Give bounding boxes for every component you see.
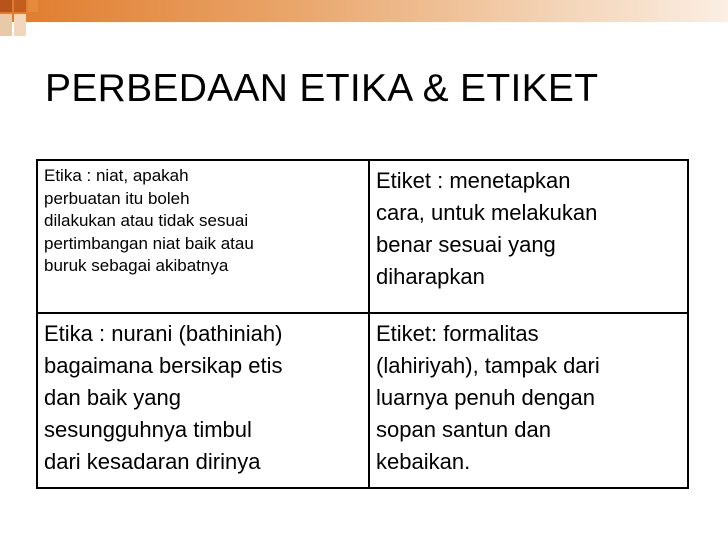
header-gradient-bar <box>0 0 728 22</box>
etika-cell <box>37 160 369 313</box>
etiket-text: Etiket : menetapkan cara, untuk melakukan benar sesuai yang diharapkan <box>376 168 598 289</box>
etiket-cell <box>369 313 688 488</box>
comparison-table <box>36 159 689 489</box>
decorative-square <box>28 0 38 12</box>
etiket-text: Etiket: formalitas (lahiriyah), tampak dari luarnya penuh dengan sopan santun dan kebaikan. <box>376 321 600 474</box>
etika-text: Etika : niat, apakah perbuatan itu boleh dilakukan atau tidak sesuai pertimbangan niat baik atau buruk sebagai akibatnya <box>44 166 254 275</box>
table-row <box>37 313 688 488</box>
decorative-square <box>14 14 26 36</box>
decorative-square <box>14 0 26 12</box>
decorative-square <box>0 14 12 36</box>
decorative-square <box>0 0 12 12</box>
table-row <box>37 160 688 313</box>
etika-text: Etika : nurani (bathiniah) bagaimana bersikap etis dan baik yang sesungguhnya timbul dari kesadaran dirinya <box>44 321 283 474</box>
etika-cell <box>37 313 369 488</box>
etiket-cell <box>369 160 688 313</box>
slide-title: PERBEDAAN ETIKA & ETIKET <box>45 67 599 110</box>
